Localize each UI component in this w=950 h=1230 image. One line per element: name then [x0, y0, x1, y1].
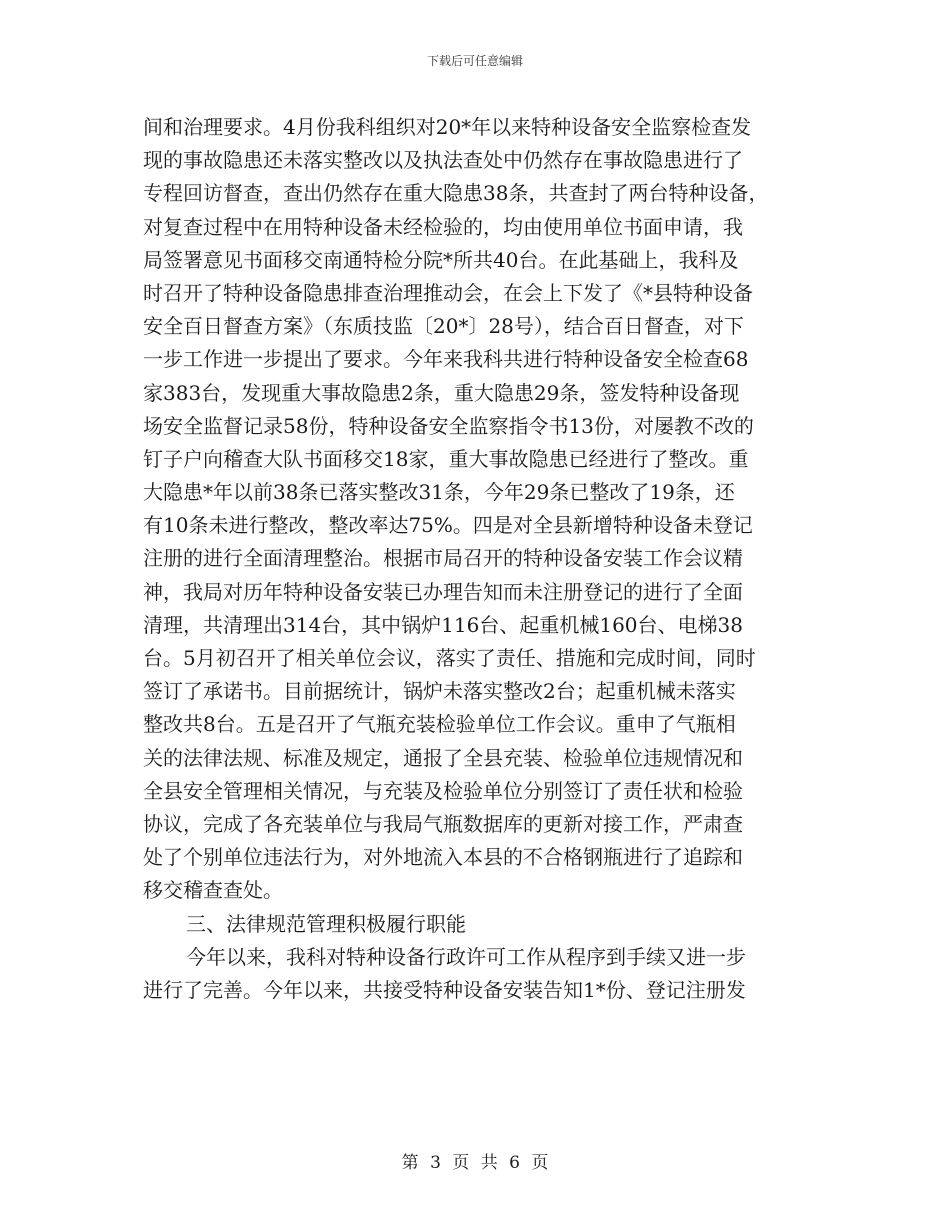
- body-line: 全县安全管理相关情况，与充装及检验单位分别签订了责任状和检验: [143, 778, 743, 803]
- body-line: 间和治理要求。4月份我科组织对20*年以来特种设备安全监察检查发: [143, 115, 752, 139]
- section-heading: 三、法律规范管理积极履行职能: [186, 911, 466, 936]
- body-line: 对复查过程中在用特种设备未经检验的，均由使用单位书面申请，我: [143, 214, 743, 239]
- body-line: 有10条未进行整改，整改率达75%。四是对全县新增特种设备未登记: [143, 513, 753, 538]
- body-line: 局签署意见书面移交南通特检分院*所共40台。在此基础上，我科及: [143, 247, 739, 272]
- body-line: 整改共8台。五是召开了气瓶充装检验单位工作会议。重申了气瓶相: [143, 712, 736, 737]
- paragraph-line: 今年以来，我科对特种设备行政许可工作从程序到手续又进一步: [186, 944, 746, 969]
- body-line: 台。5月初召开了相关单位会议，落实了责任、措施和完成时间，同时: [143, 646, 756, 670]
- body-line: 钉子户向稽查大队书面移交18家，重大事故隐患已经进行了整改。重: [143, 446, 749, 471]
- body-line: 家383台，发现重大事故隐患2条，重大隐患29条，签发特种设备现: [143, 380, 740, 405]
- page-number: 第 3 页 共 6 页: [401, 1153, 549, 1173]
- body-line: 关的法律法规、标准及规定，通报了全县充装、检验单位违规情况和: [143, 745, 743, 770]
- page-header: 下载后可任意编辑: [426, 54, 523, 68]
- document-body: [143, 111, 813, 1007]
- body-line: 大隐患*年以前38条已落实整改31条，今年29条已整改了19条，还: [143, 480, 735, 505]
- body-line: 时召开了特种设备隐患排查治理推动会，在会上下发了《*县特种设备: [143, 280, 753, 305]
- body-line: 场安全监督记录58份，特种设备安全监察指令书13份，对屡教不改的: [143, 413, 754, 438]
- body-line: 移交稽查查处。: [143, 878, 283, 903]
- body-line: 一步工作进一步提出了要求。今年来我科共进行特种设备安全检查68: [143, 347, 749, 372]
- body-line: 神，我局对历年特种设备安装已办理告知而未注册登记的进行了全面: [143, 579, 743, 604]
- body-line: 安全百日督查方案》（东质技监〔20*〕28号），结合百日督查，对下: [143, 314, 744, 339]
- body-line: 注册的进行全面清理整治。根据市局召开的特种设备安装工作会议精: [143, 546, 743, 571]
- body-line: 协议，完成了各充装单位与我局气瓶数据库的更新对接工作，严肃查: [143, 811, 743, 836]
- paragraph-line: 进行了完善。今年以来，共接受特种设备安装告知1*份、登记注册发: [143, 977, 746, 1002]
- body-line: 专程回访督查，查出仍然存在重大隐患38条，共查封了两台特种设备，: [143, 181, 769, 206]
- body-line: 签订了承诺书。目前据统计，锅炉未落实整改2台；起重机械未落实: [143, 679, 736, 704]
- body-line: 处了个别单位违法行为，对外地流入本县的不合格钢瓶进行了追踪和: [143, 845, 743, 870]
- body-line: 现的事故隐患还未落实整改以及执法查处中仍然存在事故隐患进行了: [143, 148, 743, 173]
- body-line: 清理，共清理出314台，其中锅炉116台、起重机械160台、电梯38: [143, 612, 743, 637]
